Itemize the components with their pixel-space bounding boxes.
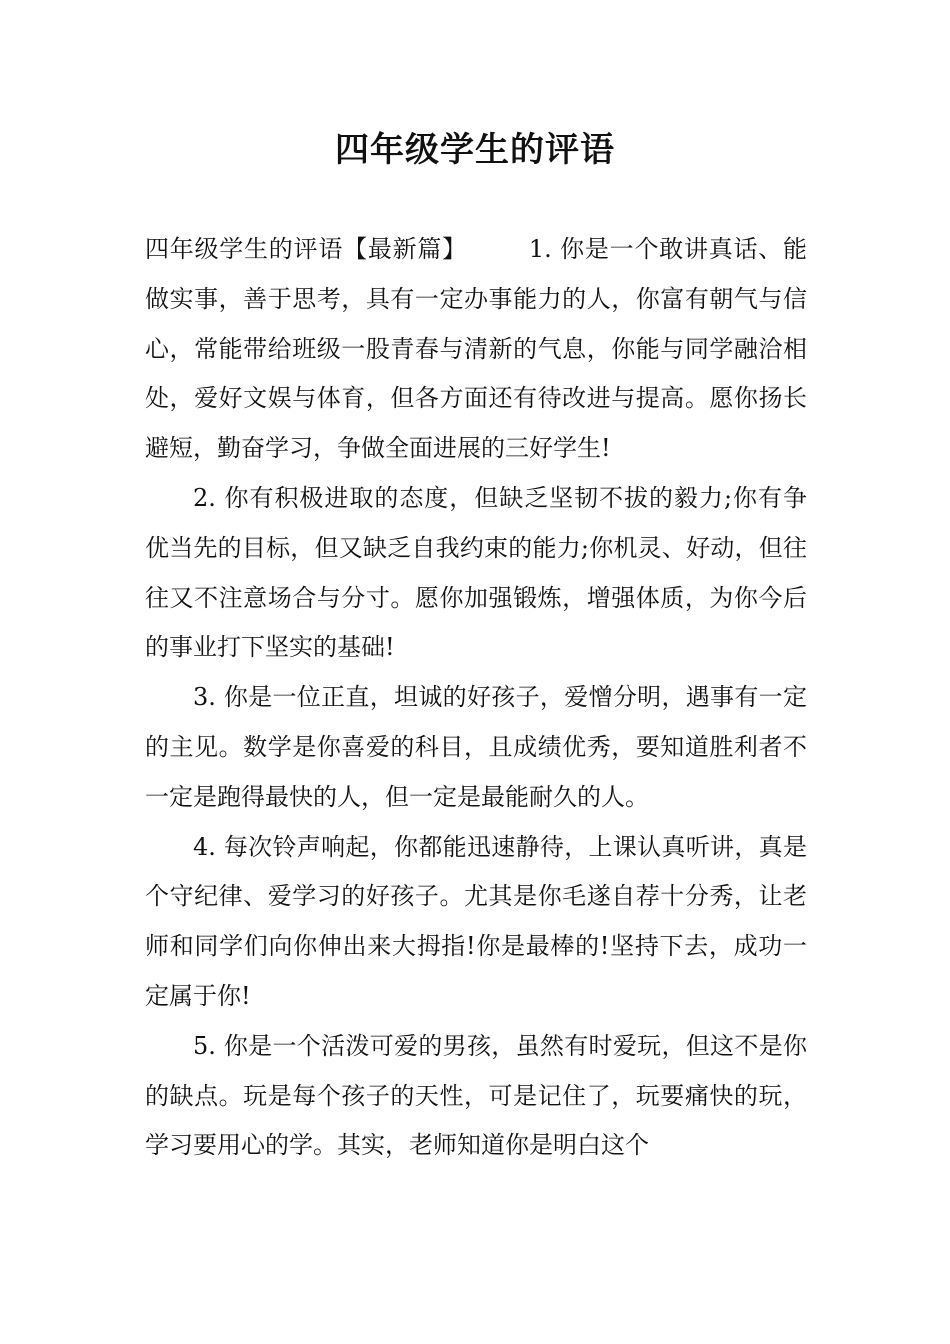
paragraph-5: 5. 你是一个活泼可爱的男孩，虽然有时爱玩，但这不是你的缺点。玩是每个孩子的天性，可是记住了，玩要痛快的玩，学习要用心的学。其实，老师知道你是明白这个 [145,1031,807,1160]
lead-heading: 四年级学生的评语【最新篇】 [145,235,467,263]
paragraph-4: 4. 每次铃声响起，你都能迅速静待，上课认真听讲，真是个守纪律、爱学习的好孩子。尤其是你毛遂自荐十分秀，让老师和同学们向你伸出来大拇指!你是最棒的!坚持下去，成功一定属于你! [145,832,807,1010]
paragraph-2: 2. 你有积极进取的态度，但缺乏坚韧不拔的毅力;你有争优当先的目标，但又缺乏自我约束的能力;你机灵、好动，但往往又不注意场合与分寸。愿你加强锻炼，增强体质，为你今后的事业打下坚实的基础! [145,483,807,662]
paragraph-3: 3. 你是一位正直，坦诚的好孩子，爱憎分明，遇事有一定的主见。数学是你喜爱的科目，且成绩优秀，要知道胜利者不一定是跑得最快的人，但一定是最能耐久的人。 [145,683,807,811]
paragraph-text: 1. 你是一个敢讲真话、能做实事，善于思考，具有一定办事能力的人，你富有朝气与信心，常能带给班级一股青春与清新的气息，你能与同学融洽相处，爱好文娱与体育，但各方面还有待改进与提高。愿你扬长避短，勤奋学习，争做全面进展的三好学生! [145,235,807,463]
document-title: 四年级学生的评语 [335,130,615,170]
document-body [145,225,807,1171]
paragraph-1 [145,225,807,474]
